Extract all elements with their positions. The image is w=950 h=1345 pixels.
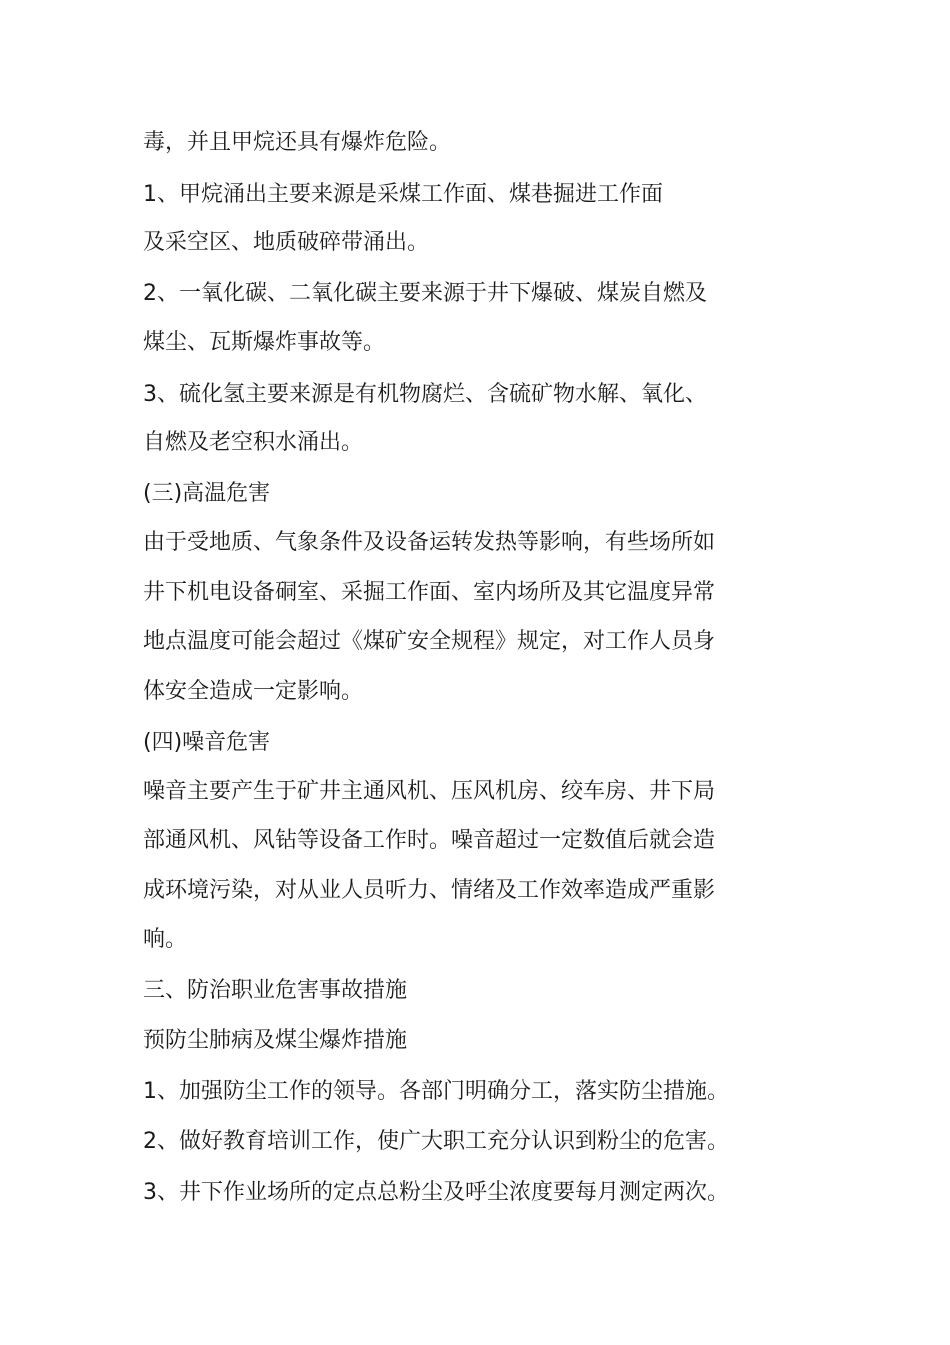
list-item-1: 1、加强防尘工作的领导。各部门明确分工，落实防尘措施。	[143, 1079, 729, 1104]
list-item-2: 2、做好教育培训工作，使广大职工充分认识到粉尘的危害。	[143, 1129, 729, 1154]
paragraph-line: 噪音主要产生于矿井主通风机、压风机房、绞车房、井下局	[143, 779, 716, 804]
list-item-3: 3、硫化氢主要来源是有机物腐烂、含硫矿物水解、氧化、	[143, 382, 707, 407]
text-line: 及采空区、地质破碎带涌出。	[143, 230, 430, 255]
paragraph-line: 部通风机、风钻等设备工作时。噪音超过一定数值后就会造	[143, 828, 716, 853]
subsection-heading: 预防尘肺病及煤尘爆炸措施	[143, 1028, 408, 1053]
list-item-3: 3、井下作业场所的定点总粉尘及呼尘浓度要每月测定两次。	[143, 1180, 729, 1205]
section-heading: (四)噪音危害	[143, 730, 271, 755]
paragraph-line: 地点温度可能会超过《煤矿安全规程》规定，对工作人员身	[143, 629, 716, 654]
paragraph-line: 由于受地质、气象条件及设备运转发热等影响，有些场所如	[143, 530, 716, 555]
paragraph-line: 响。	[143, 927, 188, 952]
text-line: 毒，并且甲烷还具有爆炸危险。	[143, 130, 452, 155]
text-line: 自燃及老空积水涌出。	[143, 430, 364, 455]
list-item-1: 1、甲烷涌出主要来源是采煤工作面、煤巷掘进工作面	[143, 182, 663, 207]
paragraph-line: 井下机电设备硐室、采掘工作面、室内场所及其它温度异常	[143, 580, 716, 605]
text-line: 煤尘、瓦斯爆炸事故等。	[143, 330, 386, 355]
section-heading: (三)高温危害	[143, 481, 271, 506]
paragraph-line: 体安全造成一定影响。	[143, 679, 364, 704]
section-heading: 三、防治职业危害事故措施	[143, 978, 408, 1003]
paragraph-line: 成环境污染，对从业人员听力、情绪及工作效率造成严重影	[143, 878, 716, 903]
list-item-2: 2、一氧化碳、二氧化碳主要来源于井下爆破、煤炭自燃及	[143, 281, 707, 306]
